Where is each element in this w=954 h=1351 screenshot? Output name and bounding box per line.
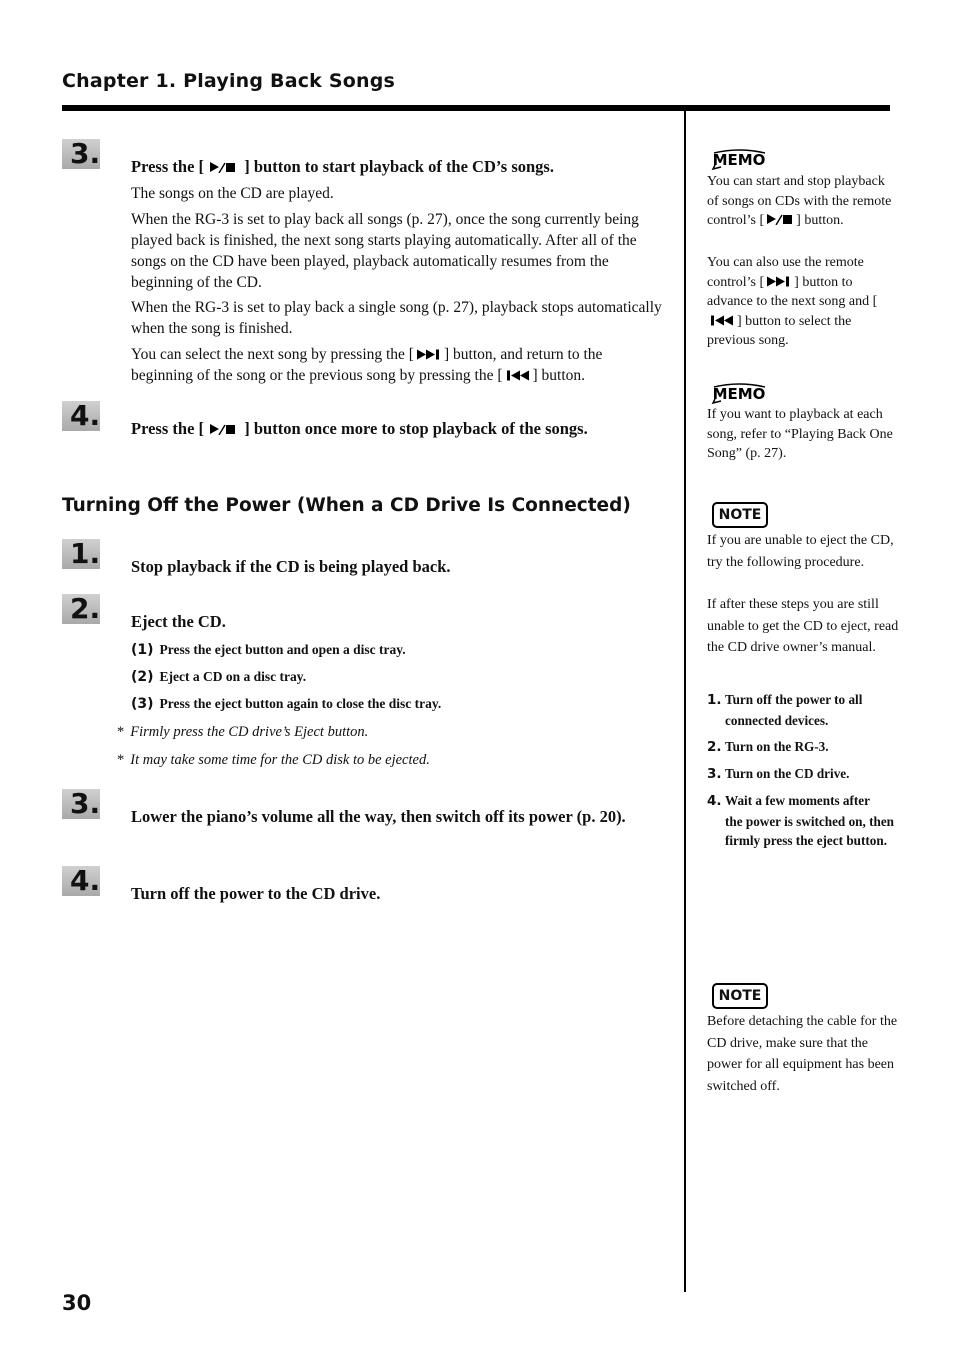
list-text: Wait a few moments after bbox=[725, 793, 871, 808]
text-segment: You can start and stop playback of songs on CDs with the remote control’s [ bbox=[707, 174, 892, 228]
list-number: 3. bbox=[707, 766, 722, 782]
step-heading-pre: Press the [ bbox=[131, 419, 205, 438]
step-number: 4. bbox=[70, 399, 101, 432]
memo-text bbox=[707, 172, 899, 231]
play-stop-icon bbox=[210, 161, 238, 173]
asterisk-text: It may take some time for the CD disk to be ejected. bbox=[130, 752, 430, 768]
step-number-badge bbox=[62, 539, 104, 573]
step-number-badge bbox=[62, 594, 104, 628]
step-number-badge bbox=[62, 789, 104, 823]
step-number: 2. bbox=[70, 592, 101, 625]
asterisk-note bbox=[117, 724, 368, 741]
substep bbox=[131, 696, 441, 712]
svg-text:MEMO: MEMO bbox=[712, 151, 766, 169]
note-icon: NOTE bbox=[712, 983, 768, 1009]
note-list-item bbox=[707, 791, 897, 851]
text-segment: ] button. bbox=[796, 213, 844, 228]
next-track-icon bbox=[416, 349, 442, 360]
list-number: 4. bbox=[707, 793, 722, 809]
step-heading: Turn off the power to the CD drive. bbox=[131, 884, 381, 903]
chapter-title: Chapter 1. Playing Back Songs bbox=[62, 70, 396, 92]
substep-text: Press the eject button and open a disc tray. bbox=[159, 642, 406, 657]
step-number-badge bbox=[62, 139, 104, 173]
text-segment: ] button to advance to the next song and [ bbox=[707, 274, 878, 309]
page-number: 30 bbox=[62, 1291, 92, 1315]
step-heading-pre: Press the [ bbox=[131, 157, 205, 176]
header-rule bbox=[62, 105, 890, 111]
step-heading-post: ] button to start playback of the CD’s songs. bbox=[244, 157, 554, 176]
note-text: If you are unable to eject the CD, try the following procedure. bbox=[707, 533, 894, 570]
text-segment: ] button. bbox=[532, 367, 586, 384]
text-segment: ] button, and return to the beginning of the song or the previous song by pressing the [ bbox=[131, 346, 603, 384]
play-stop-icon bbox=[766, 213, 794, 225]
text-segment: You can select the next song by pressing the [ bbox=[131, 346, 414, 363]
list-number: 1. bbox=[707, 692, 722, 708]
list-text: Turn on the CD drive. bbox=[725, 766, 850, 781]
prev-track-icon bbox=[709, 315, 735, 326]
paragraph: When the RG-3 is set to play back all songs (p. 27), once the song currently being played back is finished, the next song starts playing automatically. After all of the songs on the CD have been played, playback automatically resumes from the beginning of the CD. bbox=[131, 211, 639, 291]
step-heading: Lower the piano’s volume all the way, then switch off its power (p. 20). bbox=[131, 807, 626, 826]
step-number: 1. bbox=[70, 537, 101, 570]
step-number-badge bbox=[62, 401, 104, 435]
asterisk: * bbox=[117, 752, 125, 768]
memo-text: If you want to playback at each song, refer to “Playing Back One Song” (p. 27). bbox=[707, 407, 893, 461]
step-heading bbox=[131, 418, 588, 440]
substep-text: Eject a CD on a disc tray. bbox=[159, 669, 307, 684]
asterisk: * bbox=[117, 724, 125, 740]
text-segment: You can also use the remote control’s [ bbox=[707, 255, 864, 290]
step-number: 3. bbox=[70, 787, 101, 820]
list-number: 2. bbox=[707, 739, 722, 755]
note-text: If after these steps you are still unable to get the CD to eject, read the CD drive owner’s manual. bbox=[707, 597, 899, 655]
play-stop-icon bbox=[210, 423, 238, 435]
list-text-continued: connected devices. bbox=[725, 712, 829, 728]
substep bbox=[131, 642, 406, 658]
paragraph: The songs on the CD are played. bbox=[131, 185, 334, 202]
substep-number: (3) bbox=[131, 696, 154, 712]
note-text: Before detaching the cable for the CD drive, make sure that the power for all equipment has been switched off. bbox=[707, 1014, 898, 1094]
substep-number: (1) bbox=[131, 642, 154, 658]
step-number: 4. bbox=[70, 864, 101, 897]
column-divider bbox=[684, 111, 686, 1292]
step-heading-post: ] button once more to stop playback of the songs. bbox=[244, 419, 588, 438]
substep-text: Press the eject button again to close the disc tray. bbox=[159, 696, 442, 711]
memo-text bbox=[707, 253, 899, 351]
list-text: Turn on the RG-3. bbox=[725, 739, 829, 754]
prev-track-icon bbox=[505, 370, 531, 381]
list-text: Turn off the power to all bbox=[725, 692, 863, 707]
note-list-item bbox=[707, 764, 897, 785]
step-number: 3. bbox=[70, 137, 101, 170]
step-number-badge bbox=[62, 866, 104, 900]
asterisk-note bbox=[117, 752, 430, 769]
memo-icon bbox=[711, 379, 767, 405]
note-list-item bbox=[707, 737, 897, 758]
paragraph: When the RG-3 is set to play back a single song (p. 27), playback stops automatically when the song is finished. bbox=[131, 299, 662, 337]
next-track-icon bbox=[766, 276, 792, 287]
step-heading bbox=[131, 156, 554, 178]
memo-icon bbox=[711, 145, 767, 171]
list-text-continued: the power is switched on, then firmly press the eject button. bbox=[725, 813, 895, 848]
substep-number: (2) bbox=[131, 669, 154, 685]
note-icon: NOTE bbox=[712, 502, 768, 528]
paragraph-track-buttons bbox=[131, 344, 666, 386]
section-title: Turning Off the Power (When a CD Drive Is Connected) bbox=[62, 495, 631, 516]
text-segment: ] button to select the previous song. bbox=[707, 313, 852, 348]
step-heading: Eject the CD. bbox=[131, 612, 226, 631]
asterisk-text: Firmly press the CD drive’s Eject button. bbox=[130, 724, 369, 740]
substep bbox=[131, 669, 306, 685]
step-heading: Stop playback if the CD is being played back. bbox=[131, 557, 451, 576]
note-list-item bbox=[707, 690, 897, 730]
svg-text:MEMO: MEMO bbox=[712, 385, 766, 403]
